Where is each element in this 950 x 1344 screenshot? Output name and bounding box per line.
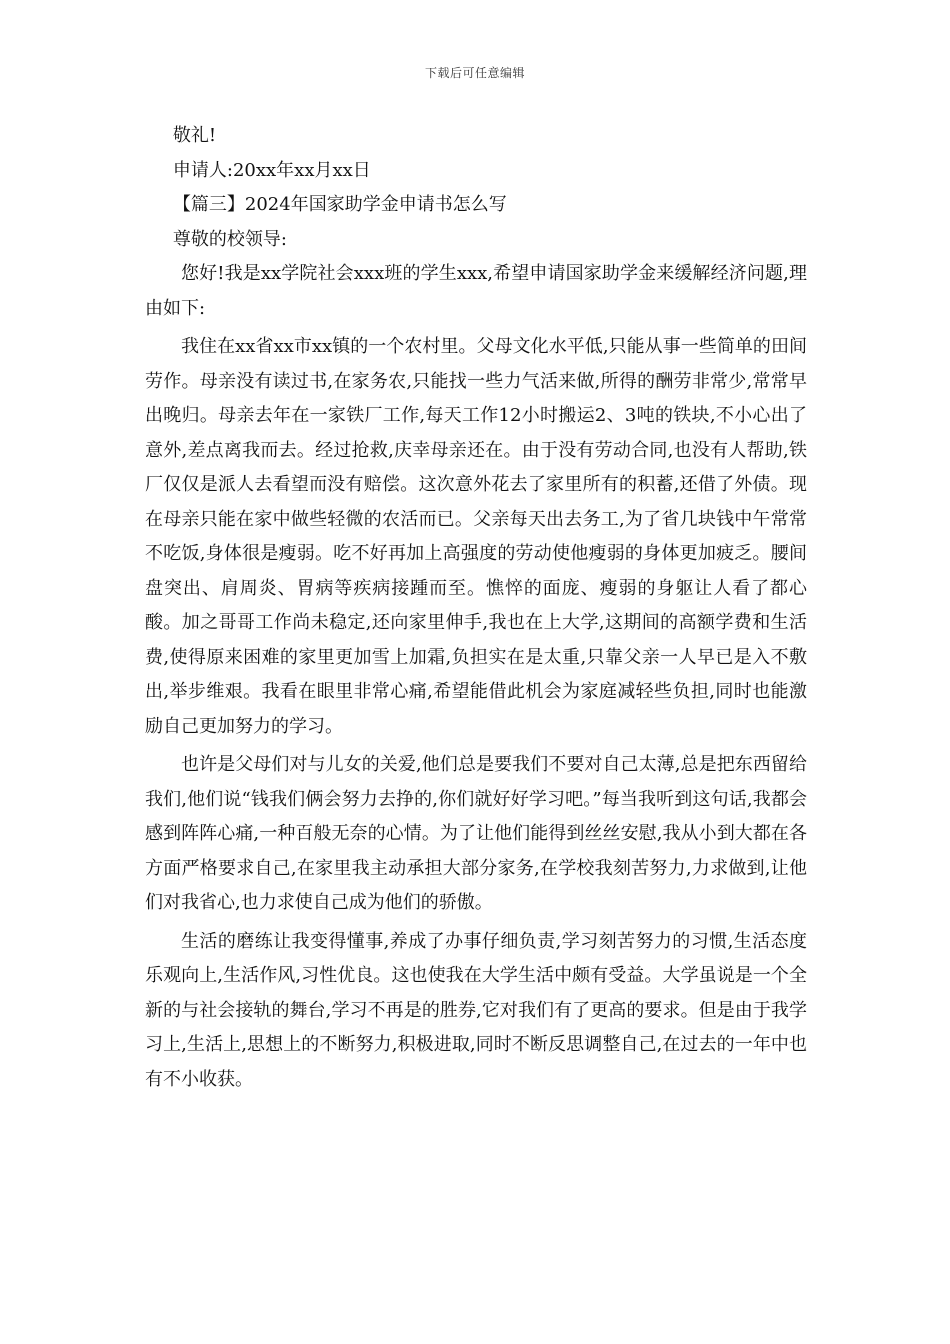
closing-line: 敬礼! — [172, 125, 217, 146]
paragraph-greeting: 您好!我是xx学院社会xxx班的学生xxx,希望申请国家助学金来缓解经济问题,理由如下: — [145, 263, 807, 319]
page-header-note: 下载后可任意编辑 — [424, 66, 525, 80]
paragraph-parents-love: 也许是父母们对与儿女的关爱,他们总是要我们不要对自己太薄,总是把东西留给我们,他们说“钱我们俩会努力去挣的,你们就好好学习吧。”每当我听到这句话,我都会感到阵阵心痛,一种百般无奈的心情。为了让他们能得到丝丝安慰,我从小到大都在各方面严格要求自己,在家里我主动承担大部分家务,在学校我刻苦努力,力求做到,让他们对我省心,也力求使自己成为他们的骄傲。 — [145, 754, 807, 913]
section-title: 【篇三】2024年国家助学金申请书怎么写 — [172, 194, 507, 215]
paragraph-life-growth: 生活的磨练让我变得懂事,养成了办事仔细负责,学习刻苦努力的习惯,生活态度乐观向上,生活作风,习性优良。这也使我在大学生活中颇有受益。大学虽说是一个全新的与社会接轨的舞台,学习不再是的胜券,它对我们有了更高的要求。但是由于我学习上,生活上,思想上的不断努力,积极进取,同时不断反思调整自己,在过去的一年中也有不小收获。 — [145, 930, 807, 1090]
signature-line: 申请人:20xx年xx月xx日 — [172, 159, 371, 181]
salutation: 尊敬的校领导: — [172, 228, 287, 250]
document-body — [145, 119, 807, 1097]
paragraph-family-situation: 我住在xx省xx市xx镇的一个农村里。父母文化水平低,只能从事一些简单的田间劳作。母亲没有读过书,在家务农,只能找一些力气活来做,所得的酬劳非常少,常常早出晚归。母亲去年在一家铁厂工作,每天工作12小时搬运2、3吨的铁块,不小心出了意外,差点离我而去。经过抢救,庆幸母亲还在。由于没有劳动合同,也没有人帮助,铁厂仅仅是派人去看望而没有赔偿。这次意外花去了家里所有的积蓄,还借了外债。现在母亲只能在家中做些轻微的农活而已。父亲每天出去务工,为了省几块钱中午常常不吃饭,身体很是瘦弱。吃不好再加上高强度的劳动使他瘦弱的身体更加疲乏。腰间盘突出、肩周炎、胃病等疾病接踵而至。憔悴的面庞、瘦弱的身躯让人看了都心酸。加之哥哥工作尚未稳定,还向家里伸手,我也在上大学,这期间的高额学费和生活费,使得原来困难的家里更加雪上加霜,负担实在是太重,只靠父亲一人早已是入不敷出,举步维艰。我看在眼里非常心痛,希望能借此机会为家庭减轻些负担,同时也能激励自己更加努力的学习。 — [145, 336, 807, 737]
